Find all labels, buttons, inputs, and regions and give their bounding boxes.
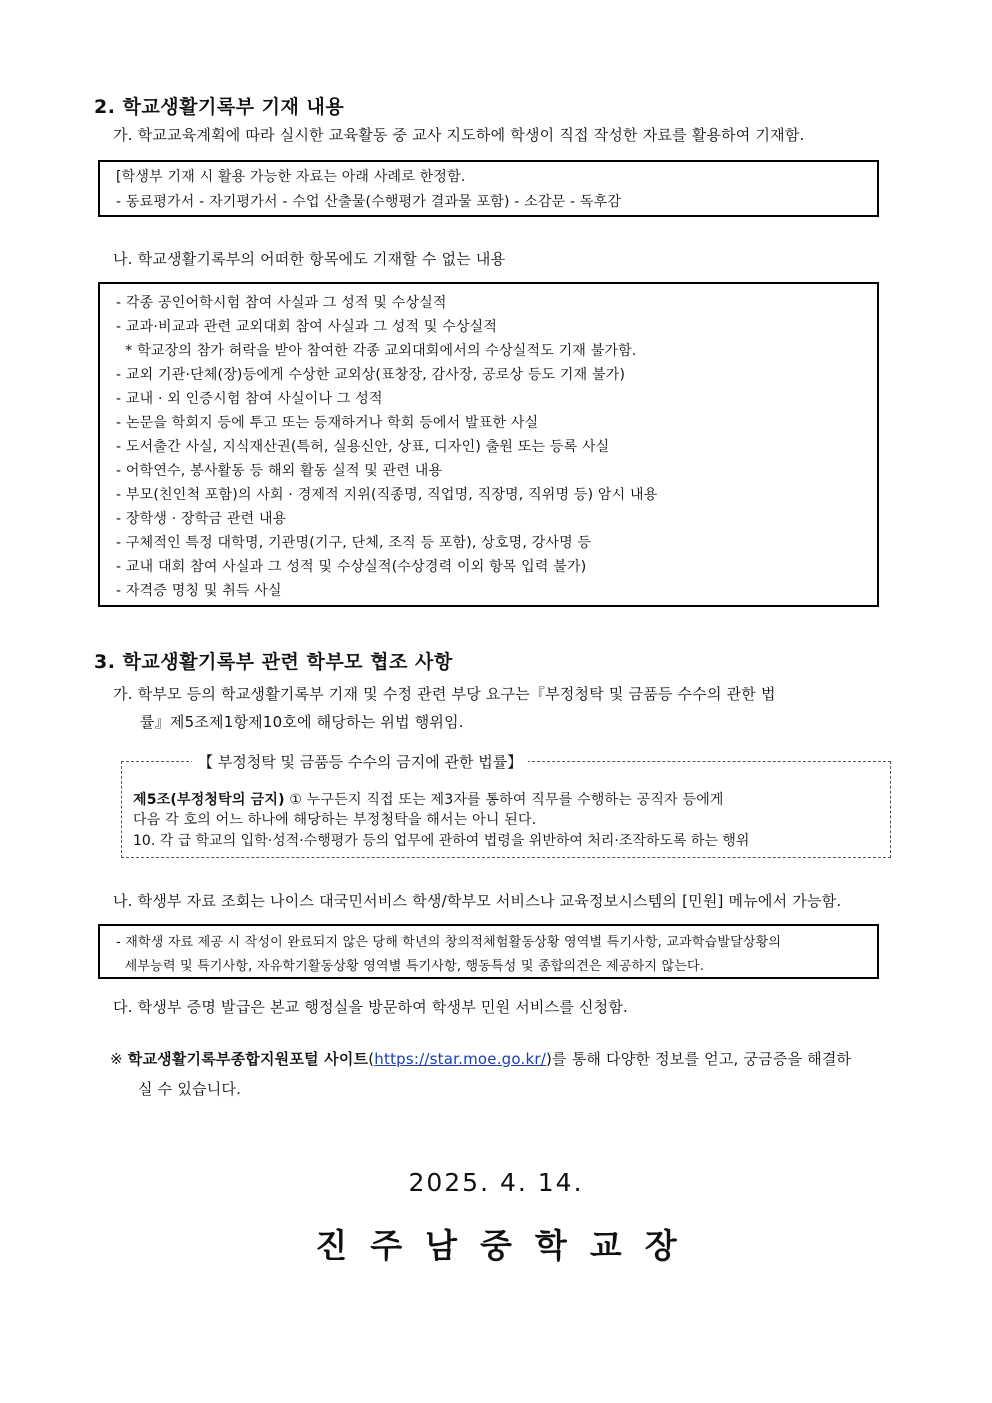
prohibited-item: - 교외 기관·단체(장)등에게 수상한 교외상(표창장, 감사장, 공로상 등도 기재 불가) bbox=[116, 367, 626, 383]
allowed-materials-line1: [학생부 기재 시 활용 가능한 자료는 아래 사례로 한정함. bbox=[116, 169, 466, 185]
law-article-text: ① 누구든지 직접 또는 제3자를 통하여 직무를 수행하는 공직자 등에게 bbox=[284, 792, 724, 808]
allowed-materials-box bbox=[98, 160, 879, 217]
portal-link[interactable]: https://star.moe.go.kr/ bbox=[374, 1050, 546, 1068]
prohibited-item: - 각종 공인어학시험 참여 사실과 그 성적 및 수상실적 bbox=[116, 295, 447, 311]
student-record-note-box bbox=[98, 924, 879, 979]
reference-mark: ※ bbox=[110, 1050, 123, 1068]
section3-item-ga-line1: 가. 학부모 등의 학교생활기록부 기재 및 수정 관련 부당 요구는『부정청탁 및 금품등 수수의 관한 법 bbox=[113, 685, 776, 703]
portal-note-line1 bbox=[110, 1048, 851, 1069]
law-article-line2: 다음 각 호의 어느 하나에 해당하는 부정청탁을 해서는 아니 된다. bbox=[133, 812, 537, 828]
prohibited-item: - 자격증 명칭 및 취득 사실 bbox=[116, 583, 282, 599]
law-article-line3: 10. 각 급 학교의 입학·성적·수행평가 등의 업무에 관하여 법령을 위반하여 처리·조작하도록 하는 행위 bbox=[133, 833, 750, 849]
section3-item-na: 나. 학생부 자료 조회는 나이스 대국민서비스 학생/학부모 서비스나 교육정보시스템의 [민원] 메뉴에서 가능함. bbox=[113, 892, 842, 910]
prohibited-item-note: * 학교장의 참가 허락을 받아 참여한 각종 교외대회에서의 수상실적도 기재 불가함. bbox=[116, 343, 637, 359]
allowed-materials-line2: - 동료평가서 - 자기평가서 - 수업 산출물(수행평가 결과물 포함) - 소감문 - 독후감 bbox=[116, 194, 622, 210]
prohibited-item: - 교과·비교과 관련 교외대회 참여 사실과 그 성적 및 수상실적 bbox=[116, 319, 498, 335]
law-article-line1 bbox=[133, 789, 724, 809]
portal-note-text: )를 통해 다양한 정보를 얻고, 궁금증을 해결하 bbox=[546, 1050, 852, 1068]
portal-note-line2: 실 수 있습니다. bbox=[138, 1080, 242, 1098]
section2-heading: 2. 학교생활기록부 기재 내용 bbox=[94, 96, 345, 118]
prohibited-item: - 장학생 · 장학금 관련 내용 bbox=[116, 511, 287, 527]
principal-signature: 진주남중학교장 bbox=[315, 1226, 700, 1265]
prohibited-item: - 교내 대회 참여 사실과 그 성적 및 수상실적(수상경력 이외 항목 입력 불가) bbox=[116, 559, 587, 575]
law-title: 【 부정청탁 및 금품등 수수의 금지에 관한 법률】 bbox=[192, 751, 528, 772]
prohibited-item: - 도서출간 사실, 지식재산권(특허, 실용신안, 상표, 디자인) 출원 또는 등록 사실 bbox=[116, 439, 610, 455]
prohibited-items-box bbox=[98, 282, 879, 607]
prohibited-item: - 부모(친인척 포함)의 사회 · 경제적 지위(직종명, 직업명, 직장명, 직위명 등) 암시 내용 bbox=[116, 487, 658, 503]
student-record-note-line2: 세부능력 및 특기사항, 자유학기활동상황 영역별 특기사항, 행동특성 및 종합의견은 제공하지 않는다. bbox=[116, 959, 705, 974]
law-article-heading: 제5조(부정청탁의 금지) bbox=[133, 792, 285, 808]
section3-heading: 3. 학교생활기록부 관련 학부모 협조 사항 bbox=[94, 651, 453, 673]
prohibited-item: - 논문을 학회지 등에 투고 또는 등재하거나 학회 등에서 발표한 사실 bbox=[116, 415, 539, 431]
section3-item-ga-line2: 률』제5조제1항제10호에 해당하는 위법 행위임. bbox=[140, 713, 464, 731]
section3-item-da: 다. 학생부 증명 발급은 본교 행정실을 방문하여 학생부 민원 서비스를 신청함. bbox=[113, 998, 629, 1016]
paren-open: ( bbox=[368, 1050, 375, 1068]
prohibited-item: - 구체적인 특정 대학명, 기관명(기구, 단체, 조직 등 포함), 상호명, 강사명 등 bbox=[116, 535, 592, 551]
student-record-note-line1: - 재학생 자료 제공 시 작성이 완료되지 않은 당해 학년의 창의적체험활동상황 영역별 특기사항, 교과학습발달상황의 bbox=[116, 935, 782, 950]
prohibited-item: - 어학연수, 봉사활동 등 해외 활동 실적 및 관련 내용 bbox=[116, 463, 443, 479]
document-date: 2025. 4. 14. bbox=[408, 1168, 584, 1197]
portal-name: 학교생활기록부종합지원포털 사이트 bbox=[127, 1050, 369, 1068]
section2-item-na: 나. 학교생활기록부의 어떠한 항목에도 기재할 수 없는 내용 bbox=[113, 250, 506, 268]
section2-item-ga: 가. 학교교육계획에 따라 실시한 교육활동 중 교사 지도하에 학생이 직접 작성한 자료를 활용하여 기재함. bbox=[113, 126, 805, 144]
prohibited-item: - 교내 · 외 인증시험 참여 사실이나 그 성적 bbox=[116, 391, 383, 407]
